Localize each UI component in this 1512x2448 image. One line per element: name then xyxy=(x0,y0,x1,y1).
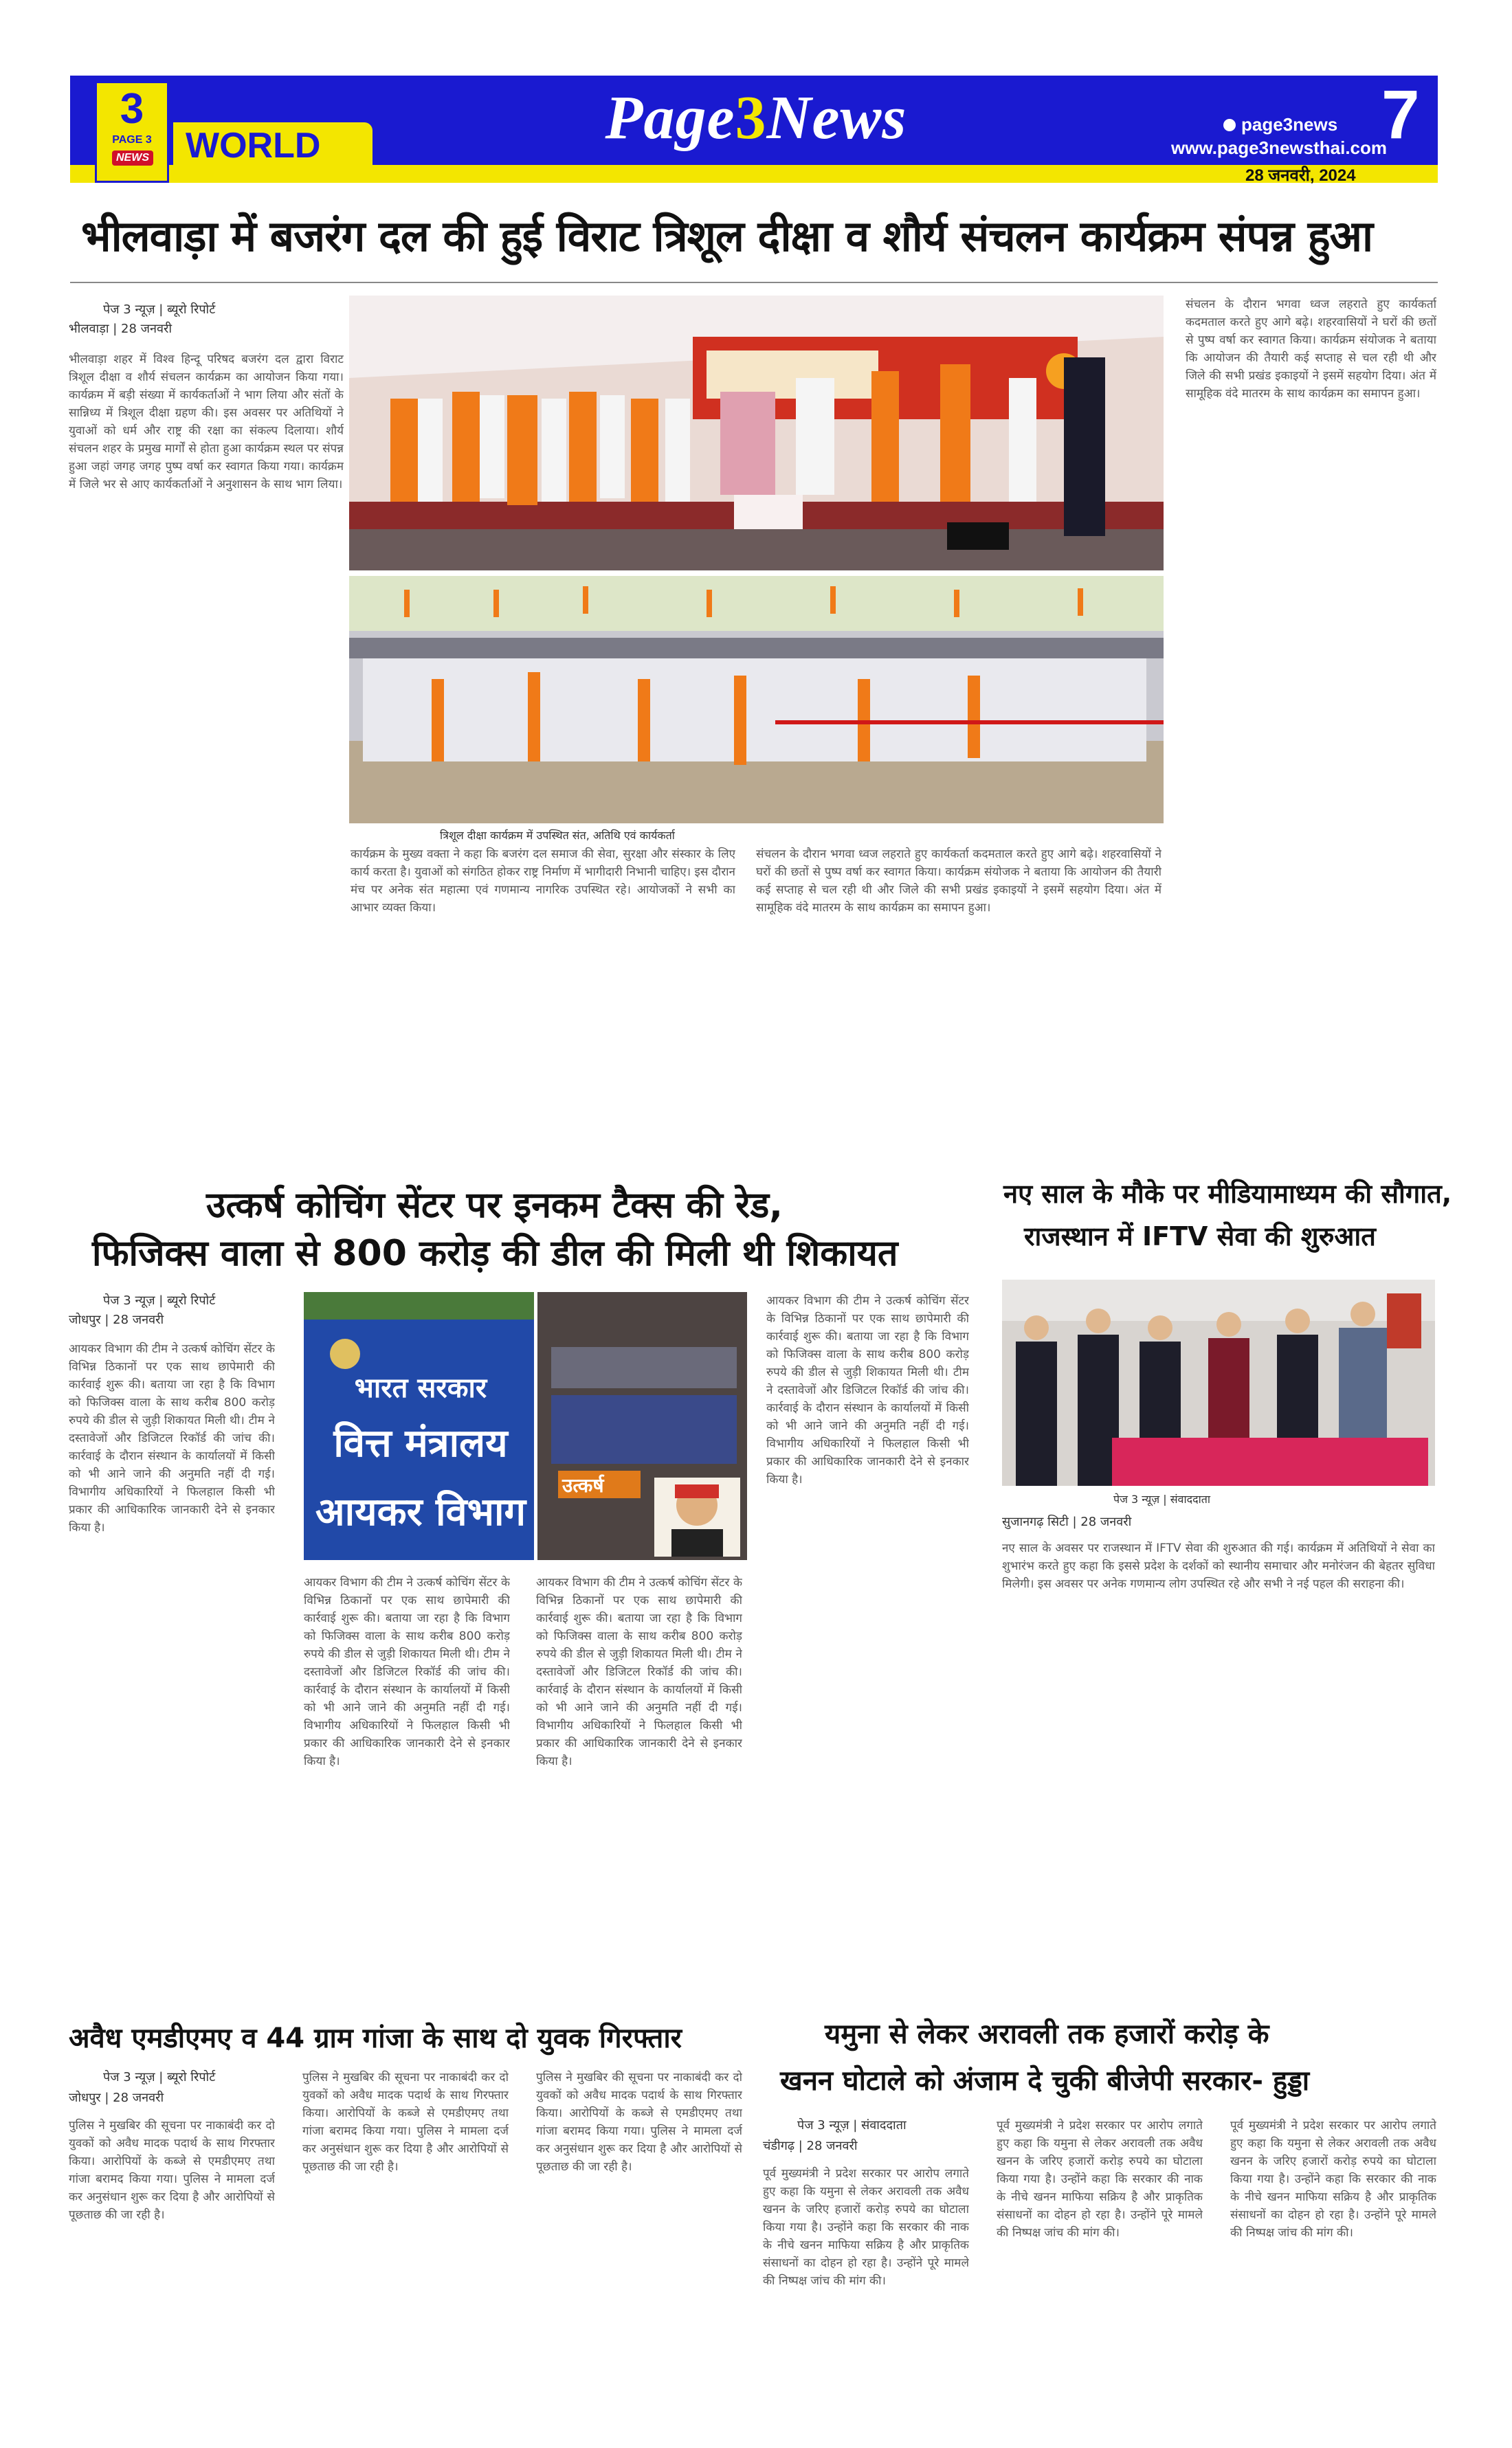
story1-dateline: भीलवाड़ा | 28 जनवरी xyxy=(69,322,172,336)
story1-photo-caption: त्रिशूल दीक्षा कार्यक्रम में उपस्थित संत, अतिथि एवं कार्यकर्ता xyxy=(440,829,675,842)
story4-headline: अवैध एमडीएमए व 44 ग्राम गांजा के साथ दो युवक गिरफ्तार xyxy=(69,2023,682,2054)
coaching-store-photo xyxy=(537,1292,747,1560)
brand-left: Page xyxy=(605,84,735,152)
story3-headline-1: नए साल के मौके पर मीडियामाध्यम की सौगात, xyxy=(1003,1179,1452,1209)
story5-dateline: चंडीगढ़ | 28 जनवरी xyxy=(763,2139,858,2153)
story2-body-col4: आयकर विभाग की टीम ने उत्कर्ष कोचिंग सेंटर के विभिन्न ठिकानों पर एक साथ छापेमारी की कार्रवाई शुरू की। बताया जा रहा है कि विभाग को फिजिक्स वाला के साथ करीब 800 करोड़ रुपये की डील से जुड़ी शिकायत मिली थी। टीम ने दस्तावेजों और डिजिटल रिकॉर्ड की जांच की। कार्रवाई के दौरान संस्थान के कार्यालयों में किसी को भी आने जाने की अनुमति नहीं दी गई। विभागीय अधिकारियों ने फिलहाल किसी भी प्रकार की आधिकारिक जानकारी देने से इनकार किया है। xyxy=(766,1294,969,1487)
story3-byline: सुजानगढ़ सिटी | 28 जनवरी xyxy=(1002,1515,1132,1529)
sign-line-2: वित्त मंत्रालय xyxy=(333,1421,508,1466)
story2-body-left: आयकर विभाग की टीम ने उत्कर्ष कोचिंग सेंटर के विभिन्न ठिकानों पर एक साथ छापेमारी की कार्रवाई शुरू की। बताया जा रहा है कि विभाग को फिजिक्स वाला के साथ करीब 800 करोड़ रुपये की डील से जुड़ी शिकायत मिली थी। टीम ने दस्तावेजों और डिजिटल रिकॉर्ड की जांच की। कार्रवाई के दौरान संस्थान के कार्यालयों में किसी को भी आने जाने की अनुमति नहीं दी गई। विभागीय अधिकारियों ने फिलहाल किसी भी प्रकार की आधिकारिक जानकारी देने से इनकार किया है। xyxy=(69,1342,275,1535)
stage-photo xyxy=(349,296,1164,570)
logo-badge: NEWS xyxy=(112,151,153,166)
iftv-launch-photo xyxy=(1002,1280,1435,1486)
story2-headline-2: फिजिक्स वाला से 800 करोड़ की डील की मिली थी शिकायत xyxy=(92,1233,898,1274)
story1-body-far-right: संचलन के दौरान भगवा ध्वज लहराते हुए कार्यकर्ता कदमताल करते हुए आगे बढ़े। शहरवासियों ने घरों की छतों से पुष्प वर्षा कर स्वागत किया। कार्यक्रम संयोजक ने बताया कि आयोजन की तैयारी कई सप्ताह से चल रही थी और जिले की सभी प्रखंड इकाइयों ने इसमें सहयोग दिया। अंत में सामूहिक वंदे मातरम के साथ कार्यक्रम का समापन हुआ। xyxy=(1186,298,1436,401)
logo-number: 3 xyxy=(120,85,144,133)
story3-caption: पेज 3 न्यूज़ | संवाददाता xyxy=(1113,1493,1211,1506)
stage-photo-art xyxy=(349,296,1164,570)
section-tab xyxy=(173,122,373,169)
story2-byline: पेज 3 न्यूज़ | ब्यूरो रिपोर्ट xyxy=(103,1293,216,1308)
story4-dateline: जोधपुर | 28 जनवरी xyxy=(69,2091,164,2105)
story2-headline-1: उत्कर्ष कोचिंग सेंटर पर इनकम टैक्स की रेड, xyxy=(206,1185,783,1226)
store-sign-text: उत्कर्ष xyxy=(562,1474,604,1497)
story1-body-mid: कार्यक्रम के मुख्य वक्ता ने कहा कि बजरंग दल समाज की सेवा, सुरक्षा और संस्कार के लिए कार्य करता है। युवाओं को संगठित होकर राष्ट्र निर्माण में भागीदारी निभानी चाहिए। इस दौरान मंच पर अनेक संत महात्मा एवं गणमान्य नागरिक उपस्थित रहे। आयोजकों ने सभी का आभार व्यक्त किया। xyxy=(351,847,735,915)
story4-body-col2: पुलिस ने मुखबिर की सूचना पर नाकाबंदी कर दो युवकों को अवैध मादक पदार्थ के साथ गिरफ्तार किया। आरोपियों के कब्जे से एमडीएमए तथा गांजा बरामद किया गया। पुलिस ने मामला दर्ज कर अनुसंधान शुरू कर दिया है और आरोपियों से पूछताछ की जा रही है। xyxy=(302,2071,509,2174)
story2-body-col3: आयकर विभाग की टीम ने उत्कर्ष कोचिंग सेंटर के विभिन्न ठिकानों पर एक साथ छापेमारी की कार्रवाई शुरू की। बताया जा रहा है कि विभाग को फिजिक्स वाला के साथ करीब 800 करोड़ रुपये की डील से जुड़ी शिकायत मिली थी। टीम ने दस्तावेजों और डिजिटल रिकॉर्ड की जांच की। कार्रवाई के दौरान संस्थान के कार्यालयों में किसी को भी आने जाने की अनुमति नहीं दी गई। विभागीय अधिकारियों ने फिलहाल किसी भी प्रकार की आधिकारिक जानकारी देने से इनकार किया है। xyxy=(536,1576,742,1768)
page-number: 7 xyxy=(1381,76,1420,153)
logo-sub: PAGE 3 xyxy=(112,134,152,146)
social-handle[interactable] xyxy=(1223,114,1337,135)
story2-body-col2: आयकर विभाग की टीम ने उत्कर्ष कोचिंग सेंटर के विभिन्न ठिकानों पर एक साथ छापेमारी की कार्रवाई शुरू की। बताया जा रहा है कि विभाग को फिजिक्स वाला के साथ करीब 800 करोड़ रुपये की डील से जुड़ी शिकायत मिली थी। टीम ने दस्तावेजों और डिजिटल रिकॉर्ड की जांच की। कार्रवाई के दौरान संस्थान के कार्यालयों में किसी को भी आने जाने की अनुमति नहीं दी गई। विभागीय अधिकारियों ने फिलहाल किसी भी प्रकार की आधिकारिक जानकारी देने से इनकार किया है। xyxy=(304,1576,510,1768)
story5-headline-2: खनन घोटाले को अंजाम दे चुकी बीजेपी सरकार- हुड्डा xyxy=(780,2065,1310,2097)
income-tax-sign-photo xyxy=(304,1292,534,1560)
crowd-photo xyxy=(349,576,1164,823)
website-link[interactable]: www.page3newsthai.com xyxy=(1171,137,1388,158)
edition-date: 28 जनवरी, 2024 xyxy=(1245,166,1356,185)
story1-headline: भीलवाड़ा में बजरंग दल की हुई विराट त्रिशूल दीक्षा व शौर्य संचलन कार्यक्रम संपन्न हुआ xyxy=(81,211,1372,261)
story5-headline-1: यमुना से लेकर अरावली तक हजारों करोड़ के xyxy=(825,2018,1269,2050)
social-label: page3news xyxy=(1241,114,1338,135)
brand-right: News xyxy=(766,84,907,152)
story5-byline: पेज 3 न्यूज़ | संवाददाता xyxy=(797,2118,907,2133)
story1-body-right: संचलन के दौरान भगवा ध्वज लहराते हुए कार्यकर्ता कदमताल करते हुए आगे बढ़े। शहरवासियों ने घरों की छतों से पुष्प वर्षा कर स्वागत किया। कार्यक्रम संयोजक ने बताया कि आयोजन की तैयारी कई सप्ताह से चल रही थी और जिले की सभी प्रखंड इकाइयों ने इसमें सहयोग दिया। अंत में सामूहिक वंदे मातरम के साथ कार्यक्रम का समापन हुआ। xyxy=(756,847,1161,915)
story3-headline-2: राजस्थान में IFTV सेवा की शुरुआत xyxy=(1024,1221,1376,1251)
crowd-photo-art xyxy=(349,576,1164,823)
story5-body-col2: पूर्व मुख्यमंत्री ने प्रदेश सरकार पर आरोप लगाते हुए कहा कि यमुना से लेकर अरावली तक अवैध खनन के जरिए हजारों करोड़ रुपये का घोटाला किया गया है। उन्होंने कहा कि सरकार की नाक के नीचे खनन माफिया सक्रिय है और प्राकृतिक संसाधनों का दोहन हो रहा है। उन्होंने पूरे मामले की निष्पक्ष जांच की मांग की। xyxy=(997,2119,1203,2240)
story5-body-col1: पूर्व मुख्यमंत्री ने प्रदेश सरकार पर आरोप लगाते हुए कहा कि यमुना से लेकर अरावली तक अवैध खनन के जरिए हजारों करोड़ रुपये का घोटाला किया गया है। उन्होंने कहा कि सरकार की नाक के नीचे खनन माफिया सक्रिय है और प्राकृतिक संसाधनों का दोहन हो रहा है। उन्होंने पूरे मामले की निष्पक्ष जांच की मांग की। xyxy=(763,2167,969,2288)
story4-body-col1: पुलिस ने मुखबिर की सूचना पर नाकाबंदी कर दो युवकों को अवैध मादक पदार्थ के साथ गिरफ्तार किया। आरोपियों के कब्जे से एमडीएमए तथा गांजा बरामद किया गया। पुलिस ने मामला दर्ज कर अनुसंधान शुरू कर दिया है और आरोपियों से पूछताछ की जा रही है। xyxy=(69,2119,275,2222)
social-icon xyxy=(1223,119,1236,131)
story5-body-col3: पूर्व मुख्यमंत्री ने प्रदेश सरकार पर आरोप लगाते हुए कहा कि यमुना से लेकर अरावली तक अवैध खनन के जरिए हजारों करोड़ रुपये का घोटाला किया गया है। उन्होंने कहा कि सरकार की नाक के नीचे खनन माफिया सक्रिय है और प्राकृतिक संसाधनों का दोहन हो रहा है। उन्होंने पूरे मामले की निष्पक्ष जांच की मांग की। xyxy=(1230,2119,1436,2240)
section-label: WORLD xyxy=(186,126,321,166)
store-photo-art xyxy=(537,1292,747,1560)
sign-line-3: आयकर विभाग xyxy=(315,1490,526,1535)
story1-byline: पेज 3 न्यूज़ | ब्यूरो रिपोर्ट xyxy=(103,302,216,317)
page3-logo[interactable] xyxy=(95,81,169,183)
story1-rule xyxy=(70,282,1438,283)
story4-byline: पेज 3 न्यूज़ | ब्यूरो रिपोर्ट xyxy=(103,2070,216,2084)
brand-title[interactable] xyxy=(591,82,921,153)
story2-dateline: जोधपुर | 28 जनवरी xyxy=(69,1313,164,1327)
brand-num: 3 xyxy=(735,84,767,152)
story1-body-left: भीलवाड़ा शहर में विश्व हिन्दू परिषद बजरंग दल द्वारा विराट त्रिशूल दीक्षा व शौर्य संचलन कार्यक्रम का आयोजन किया गया। कार्यक्रम में बड़ी संख्या में कार्यकर्ताओं ने भाग लिया और संतों के सान्निध्य में त्रिशूल दीक्षा ग्रहण की। इस अवसर पर अतिथियों ने युवाओं को धर्म और राष्ट्र की रक्षा का संकल्प दिलाया। शौर्य संचलन शहर के प्रमुख मार्गों से होता हुआ कार्यक्रम स्थल पर संपन्न हुआ जहां जगह जगह पुष्प वर्षा कर स्वागत किया गया। कार्यक्रम में जिले भर से आए कार्यकर्ताओं ने अनुशासन के साथ भाग लिया। xyxy=(69,353,344,491)
sign-line-1: भारत सरकार xyxy=(354,1372,487,1404)
story4-body-col3: पुलिस ने मुखबिर की सूचना पर नाकाबंदी कर दो युवकों को अवैध मादक पदार्थ के साथ गिरफ्तार किया। आरोपियों के कब्जे से एमडीएमए तथा गांजा बरामद किया गया। पुलिस ने मामला दर्ज कर अनुसंधान शुरू कर दिया है और आरोपियों से पूछताछ की जा रही है। xyxy=(536,2071,742,2174)
iftv-photo-art xyxy=(1002,1280,1435,1486)
story3-body: नए साल के अवसर पर राजस्थान में IFTV सेवा की शुरुआत की गई। कार्यक्रम में अतिथियों ने सेवा का शुभारंभ करते हुए कहा कि इससे प्रदेश के दर्शकों को स्थानीय समाचार और मनोरंजन की बेहतर सुविधा मिलेगी। इस अवसर पर अनेक गणमान्य लोग उपस्थित रहे और सभी ने नई पहल की सराहना की। xyxy=(1002,1542,1435,1591)
